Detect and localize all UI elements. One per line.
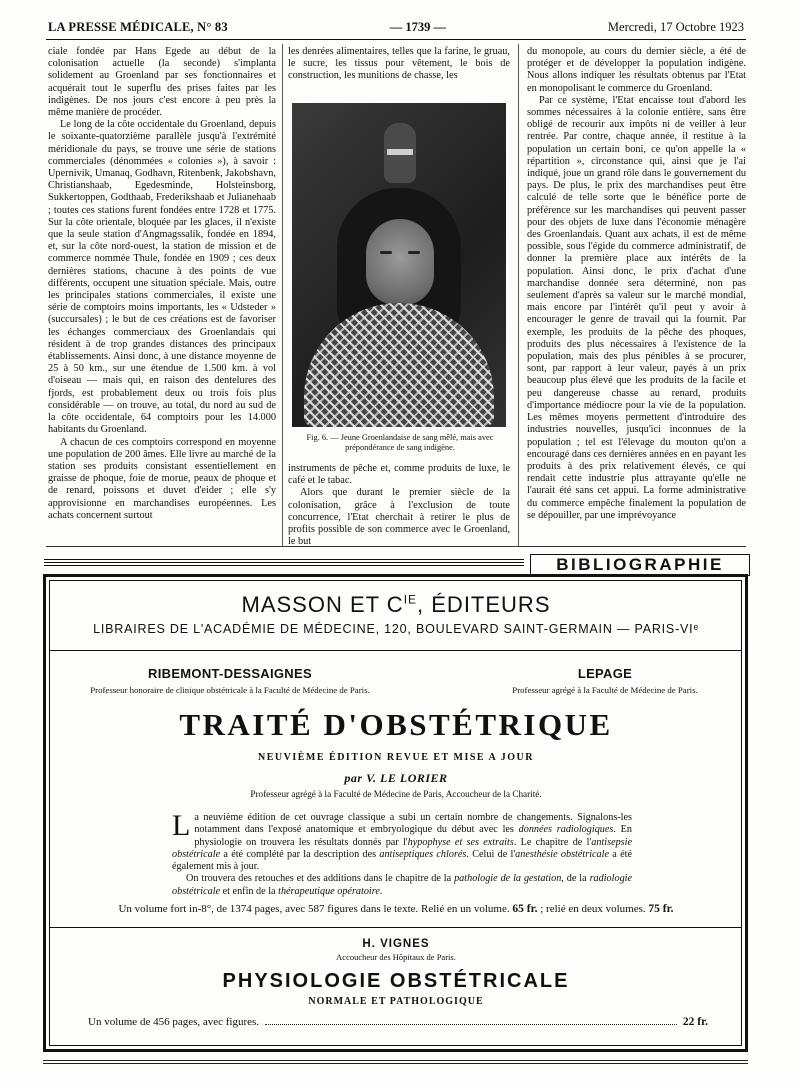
page-number: — 1739 — <box>389 20 446 34</box>
paragraph: Le long de la côte occidentale du Groenland, depuis le soixante-quatorzième parallèle jusqu'à l'extrémité méridionale du pays, se trouve une série de stations commerciales (dénommées « colonies »), à savoir : Upernivik, Umanaq, Godhavn, Ritenbenk, Jakobshavn, Christianshaab, Egedesminde, Holsteinsborg, Sukkertoppen, Godthaab, Frederikshaab et Julianehaab ; toutes ces stations furent fondées entre 1728 et 1775. Sur la côte orientale, bloquée par les glaces, il n'existe que la seule station d'Angmagssalik, fondée en 1894, et, sur la côte nord-ouest, la station de mission et de commerce nommée Thule, fondée en 1909 ; ces deux dernières stations, chacune à des points de vue différents, occupent une situation spéciale. Mais, outre les principales stations commerciales, il existe une série de comptoirs moins importants, les « Udsteder » (succursales) ; le but de ces créations est de favoriser les échanges commerciaux des Groenlandais qui résident à de trop grandes distances des principaux établissements. Ainsi donc, à une distance moyenne de 25 à 50 km., sur une étendue de 1.500 km. à vol d'oiseau — mais qui, en raison des dentelures des fjords, est probablement deux ou trois fois plus considérable — on trouve, au total, du nord au sud de la côte occidentale, 64 comptoirs pour les 14.000 habitants du Groenland. <box>48 119 276 436</box>
paragraph: A chacun de ces comptoirs correspond en moyenne une population de 200 âmes. Elle livre au marché de la station ses produits consistant essentiellement en graisse de phoque, foie de morue, peaux de phoque et de renard, poissons et duvet d'eider ; elle s'y approvisionne en marchandises européennes. Les achats concernent surtout <box>48 436 276 521</box>
book-title-traite: TRAITÉ D'OBSTÉTRIQUE <box>179 707 613 742</box>
author-right <box>470 666 740 695</box>
author-left-name: RIBEMONT-DESSAIGNES <box>148 666 312 681</box>
publisher-address: LIBRAIRES DE L'ACADÉMIE DE MÉDECINE, 120, BOULEVARD SAINT-GERMAIN — PARIS-VIᵉ <box>93 622 699 636</box>
bibliographie-banner: BIBLIOGRAPHIE <box>530 554 750 576</box>
figure-caption: Fig. 6. — Jeune Groenlandaise de sang mêlé, mais avec prépondérance de sang indigène. <box>306 433 494 452</box>
article-column-1 <box>48 46 276 522</box>
book-reviser-role: Professeur agrégé à la Faculté de Médecine de Paris, Accoucheur de la Charité. <box>250 789 542 799</box>
author-right-name: LEPAGE <box>577 666 633 681</box>
paragraph: Alors que durant le premier siècle de la colonisation, grâce à l'exclusion de toute concurrence, l'Etat cherchait à retirer le plus de profits possible de son commerce avec le Groenland, le but <box>288 487 510 548</box>
book-edition: NEUVIÈME ÉDITION REVUE ET MISE A JOUR <box>258 752 534 763</box>
section-rule <box>46 546 746 547</box>
divider <box>50 650 741 651</box>
decorative-rules <box>44 559 524 568</box>
publisher-name: MASSON ET $C^{IE}$, ÉDITEURS <box>241 592 551 617</box>
author-vignes: H. VIGNES Accoucheur des Hôpitaux de Paris. <box>336 938 456 962</box>
price: 22 fr. <box>682 1016 708 1028</box>
paragraph: du monopole, au cours du dernier siècle, a été de protéger et de développer la population indigène. Nous allons indiquer les résultats obtenus par l'Etat en monopolisant le commerce du Groenland. <box>527 46 746 94</box>
price: 75 fr. <box>648 903 674 915</box>
drop-cap: L <box>172 809 191 842</box>
issue-date: Mercredi, 17 Octobre 1923 <box>607 20 744 34</box>
paragraph: les denrées alimentaires, telles que la farine, le gruau, le sucre, les tissus pour vêtement, le bois de construction, les munitions de chasse, les <box>288 46 510 82</box>
book-reviser: par V. LE LORIER <box>344 771 448 785</box>
book-volume-info: Un volume fort in-8°, de 1374 pages, avec 587 figures dans le texte. Relié en un volume. 65 fr. ; relié en deux volumes. 75 fr. <box>118 903 674 915</box>
column-rule <box>282 44 283 546</box>
article-column-2-continued <box>288 463 510 548</box>
article-column-2 <box>288 46 510 83</box>
journal-title: LA PRESSE MÉDICALE, N° 83 <box>48 20 228 34</box>
author-left <box>60 666 400 695</box>
author-right-role: Professeur agrégé à la Faculté de Médecine de Paris. <box>512 685 698 695</box>
header-rule <box>46 39 746 40</box>
photo-greenlandic-girl <box>292 103 506 427</box>
book-description: La neuvième édition de cet ouvrage classique a subi un certain nombre de changements. Signalons-les notamment dans l'exposé anatomique et embryologique du début avec les données radiologiques. En physiologie on trouvera les résultats donnés par l'hypophyse et ses extraits. Le chapitre de l'antisepsie obstétricale a été complété par la description des antiseptiques chlorés. Celui de l'anesthésie obstétricale a été également mis à jour. On trouvera des retouches et des additions dans le chapitre de la pathologie de la gestation, de la radiologie obstétricale et enfin de la thérapeutique opératoire. <box>172 809 633 897</box>
price: 65 fr. <box>512 903 538 915</box>
book-subtitle: NORMALE ET PATHOLOGIQUE <box>308 996 484 1007</box>
decorative-rules <box>43 1060 748 1066</box>
page-header <box>48 20 744 38</box>
divider <box>50 927 741 928</box>
author-left-role: Professeur honoraire de clinique obstétricale à la Faculté de Médecine de Paris. <box>90 685 370 695</box>
book2-volume-info: Un volume de 456 pages, avec figures. 22 fr. <box>88 1016 708 1028</box>
paragraph: ciale fondée par Hans Egede au début de la colonisation actuelle (la seconde) s'implanta solidement au Groenland par ses fonctionnaires et acquérait tout le superflu des prises faites par les indigènes. De nos jours c'est encore à peu près la même manière de procéder. <box>48 46 276 119</box>
book-title-physiologie: PHYSIOLOGIE OBSTÉTRICALE <box>222 970 570 992</box>
paragraph: Par ce système, l'Etat encaisse tout d'abord les sommes nécessaires à la colonie entière, sans être obligé de recourir aux impôts ni de veiller à leur rentrée. Par contre, chaque année, il restitue à la population un certain boni, ce qu'on appelle la « répartition », circonstance qui, ainsi que je l'ai indiqué, joue un grand rôle dans le gouvernement du pays. De plus, le prix des marchandises peut être calculé de telle sorte que le bénéfice porte de préférence sur les marchandises qui peuvent passer pour des objets de luxe dans l'économie ménagère des Groenlandais. Quant aux achats, il est de même possible, sous l'égide du commerce administratif, de donner la première place aux intérêts de la population. Ainsi donc, le prix d'achat d'une marchandise donnée sera déterminé, non pas seulement d'après sa valeur sur le marché mondial, mais encore par l'intérêt qu'il peut y avoir à encourager le genre de travail qui la fournit. Par exemple, les produits de la pêche des phoques, produits des plus nécessaires à l'existence de la population, mais des plus pénibles à se procurer, sont, par rapport à leur valeur, payés à un prix beaucoup plus élevé que les produits de la facile et peu dangereuse chasse au renard, produits d'importance médiocre pour la vie de la population. Les mêmes moyens permettent d'introduire des industries nouvelles, jusqu'ici inconnues de la population ; tel est l'élevage du mouton qu'on a encouragé dans ces dernières années en en payant les produits à des prix relativement élevés, ce qui rendait cette industrie plus attrayante qu'elle ne l'aurait été sans cet appui. La forme administrative du commerce empêche finalement la population de se dépouiller, par une imprévoyance <box>527 94 746 521</box>
column-rule <box>518 44 519 546</box>
paragraph: instruments de pêche et, comme produits de luxe, le café et le tabac. <box>288 463 510 487</box>
article-column-3 <box>527 46 746 522</box>
